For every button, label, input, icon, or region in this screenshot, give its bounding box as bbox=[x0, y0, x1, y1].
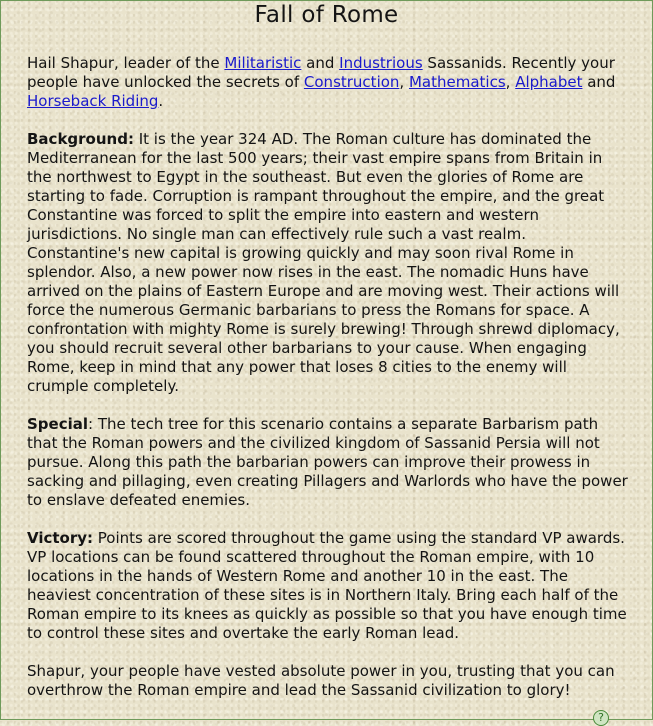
scenario-description bbox=[27, 54, 631, 719]
link-industrious[interactable]: Industrious bbox=[339, 54, 423, 72]
help-icon[interactable]: ? bbox=[593, 710, 609, 726]
page-title: Fall of Rome bbox=[254, 2, 399, 28]
intro-paragraph bbox=[27, 54, 631, 111]
intro-text-4: , bbox=[399, 73, 409, 91]
background-paragraph bbox=[27, 130, 631, 396]
victory-label: Victory: bbox=[27, 529, 94, 547]
link-militaristic[interactable]: Militaristic bbox=[224, 54, 302, 72]
special-text: : The tech tree for this scenario contains a separate Barbarism path that the Roman powers and the civilized kingdom of Sassanid Persia will not pursue. Along this path the barbarian powers can improve their prowess in sacking and pillaging, even creating Pillagers and Warlords who have the power to enslave defeated enemies. bbox=[27, 415, 628, 509]
link-mathematics[interactable]: Mathematics bbox=[408, 73, 506, 91]
victory-paragraph bbox=[27, 529, 631, 643]
special-paragraph bbox=[27, 415, 631, 510]
intro-text-5: , bbox=[505, 73, 516, 91]
intro-text-7: . bbox=[158, 92, 164, 110]
link-horseback-riding[interactable]: Horseback Riding bbox=[27, 92, 159, 110]
background-text: It is the year 324 AD. The Roman culture has dominated the Mediterranean for the last 500 years; their vast empire spans from Britain in the northwest to Egypt in the southeast. But even the glories of Rome are starting to fade. Corruption is rampant throughout the empire, and the great Constantine was forced to split the empire into eastern and western jurisdictions. No single man can effectively rule such a vast realm. Constantine's new capital is growing quickly and may soon rival Rome in splendor. Also, a new power now rises in the east. The nomadic Huns have arrived on the plains of Eastern Europe and are moving west. Their actions will force the numerous Germanic barbarians to press the Romans for space. A confrontation with mighty Rome is surely brewing! Through shrewd diplomacy, you should recruit several other barbarians to your cause. When engaging Rome, keep in mind that any power that loses 8 cities to the enemy will crumple completely. bbox=[27, 130, 620, 395]
link-construction[interactable]: Construction bbox=[303, 73, 400, 91]
intro-text-6: and bbox=[582, 73, 616, 91]
intro-text-3: Sassanids. Recently your people have unlocked the secrets of bbox=[27, 54, 615, 91]
background-label: Background: bbox=[27, 130, 134, 148]
victory-text: Points are scored throughout the game using the standard VP awards. VP locations can be found scattered throughout the Roman empire, with 10 locations in the hands of Western Rome and another 10 in the east. The heaviest concentration of these sites is in Northern Italy. Bring each half of the Roman empire to its knees as quickly as possible so that you have enough time to control these sites and overtake the early Roman lead. bbox=[27, 529, 627, 642]
link-alphabet[interactable]: Alphabet bbox=[515, 73, 583, 91]
special-label: Special bbox=[27, 415, 89, 433]
closing-paragraph: Shapur, your people have vested absolute power in you, trusting that you can overthrow the Roman empire and lead the Sassanid civilization to glory! bbox=[27, 662, 615, 699]
intro-text-2: and bbox=[301, 54, 340, 72]
intro-text-1: Hail Shapur, leader of the bbox=[27, 54, 225, 72]
